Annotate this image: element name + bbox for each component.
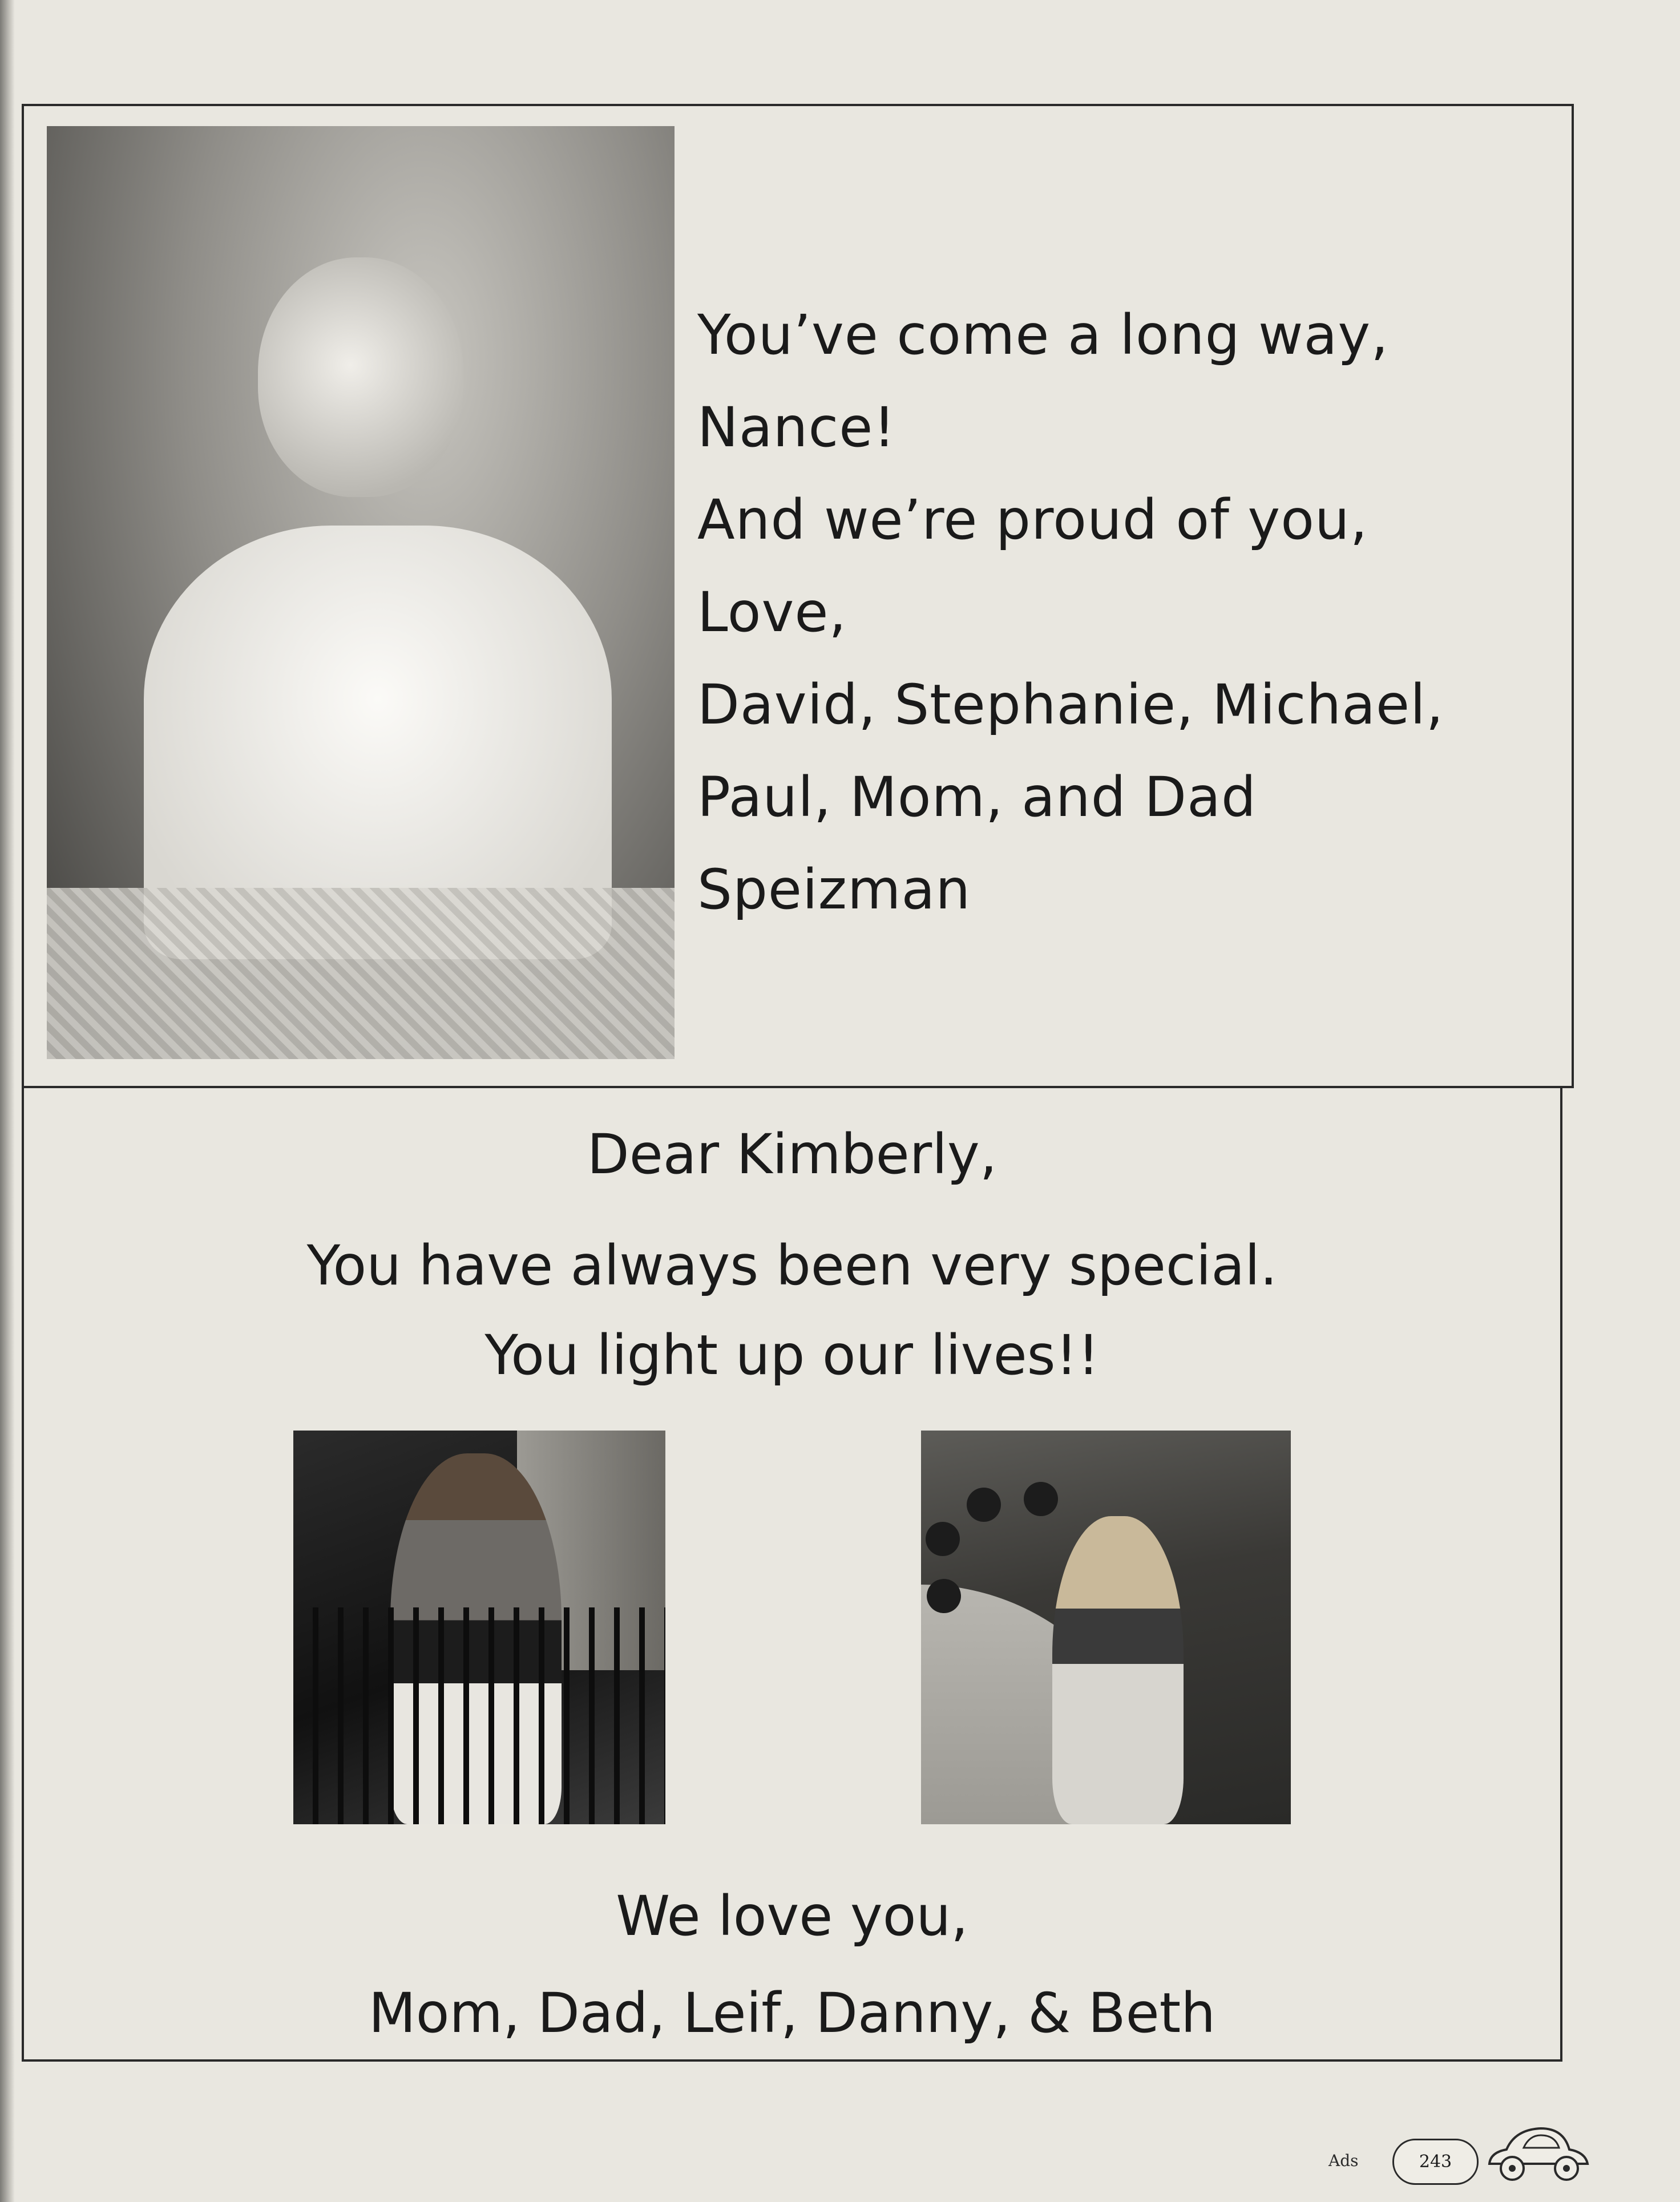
cannonball <box>967 1488 1001 1522</box>
message-line: Nance! <box>697 395 896 459</box>
baby-head <box>258 257 463 497</box>
message-line-2: You light up our lives!! <box>484 1323 1100 1387</box>
ad-panel-nance <box>22 104 1574 1088</box>
page-number: 243 <box>1419 2152 1452 2172</box>
child-figure <box>1052 1516 1184 1824</box>
cannonball <box>926 1522 960 1556</box>
blanket <box>47 888 675 1059</box>
kimberly-child-photo <box>921 1431 1291 1824</box>
cannonball <box>927 1579 961 1613</box>
message-line-1: You have always been very special. <box>306 1234 1278 1298</box>
baby-portrait-photo <box>47 126 675 1059</box>
iron-fence <box>293 1607 665 1824</box>
ad-message-nance <box>697 289 1525 936</box>
message-line: Love, <box>697 580 847 644</box>
greeting: Dear Kimberly, <box>587 1122 998 1186</box>
car-icon <box>1484 2118 1592 2187</box>
cloud-icon <box>1392 2139 1479 2185</box>
message-line: You’ve come a long way, <box>697 303 1389 367</box>
message-line: David, Stephanie, Michael, <box>697 673 1444 737</box>
section-label: Ads <box>1328 2151 1359 2170</box>
message-line: Paul, Mom, and Dad <box>697 765 1257 829</box>
signature: Mom, Dad, Leif, Danny, & Beth <box>368 1981 1216 2045</box>
book-spine-edge <box>0 0 15 2202</box>
kimberly-teen-photo <box>293 1431 665 1824</box>
message-line: And we’re proud of you, <box>697 488 1368 552</box>
closing: We love you, <box>616 1884 968 1948</box>
cannonball <box>1024 1482 1058 1516</box>
message-line: Speizman <box>697 858 971 922</box>
ad-panel-kimberly <box>22 1086 1562 2062</box>
